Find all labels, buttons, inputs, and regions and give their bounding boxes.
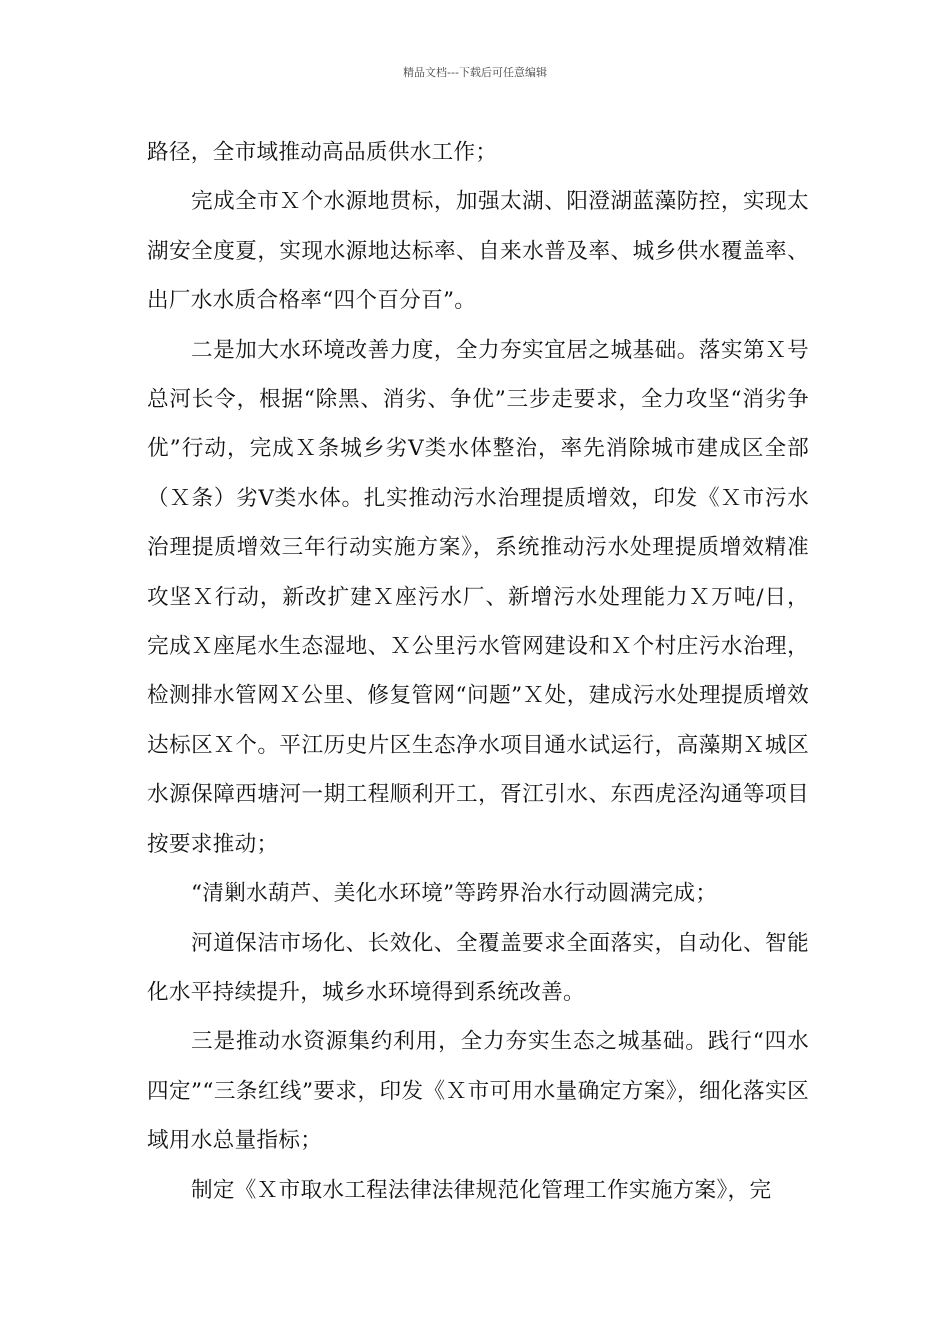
document-body (147, 128, 809, 1215)
paragraph: 三是推动水资源集约利用，全力夯实生态之城基础。践行“四水四定”“三条红线”要求，印发《Ｘ市可用水量确定方案》，细化落实区域用水总量指标； (147, 1029, 809, 1154)
paragraph: 河道保洁市场化、长效化、全覆盖要求全面落实，自动化、智能化水平持续提升，城乡水环境得到系统改善。 (147, 930, 809, 1005)
paragraph: 二是加大水环境改善力度，全力夯实宜居之城基础。落实第Ｘ号总河长令，根据“除黑、消劣、争优”三步走要求，全力攻坚“消劣争优”行动，完成Ｘ条城乡劣Ⅴ类水体整治，率先消除城市建成区全部（Ｘ条）劣Ⅴ类水体。扎实推动污水治理提质增效，印发《Ｘ市污水治理提质增效三年行动实施方案》，系统推动污水处理提质增效精准攻坚Ｘ行动，新改扩建Ｘ座污水厂、新增污水处理能力Ｘ万吨/日，完成Ｘ座尾水生态湿地、Ｘ公里污水管网建设和Ｘ个村庄污水治理，检测排水管网Ｘ公里、修复管网“问题”Ｘ处，建成污水处理提质增效达标区Ｘ个。平江历史片区生态净水项目通水试运行，高藻期Ｘ城区水源保障西塘河一期工程顺利开工，胥江引水、东西虎泾沟通等项目按要求推动； (147, 337, 809, 857)
paragraph-continuation: 路径，全市域推动高品质供水工作； (147, 140, 498, 165)
paragraph: “清剿水葫芦、美化水环境”等跨界治水行动圆满完成； (191, 881, 718, 907)
paragraph: 完成全市Ｘ个水源地贯标，加强太湖、阳澄湖蓝藻防控，实现太湖安全度夏，实现水源地达标率、自来水普及率、城乡供水覆盖率、出厂水水质合格率“四个百分百”。 (147, 189, 809, 314)
page-header: 精品文档---下载后可任意编辑 (403, 66, 547, 79)
paragraph: 制定《Ｘ市取水工程法律法律规范化管理工作实施方案》，完 (191, 1177, 772, 1203)
